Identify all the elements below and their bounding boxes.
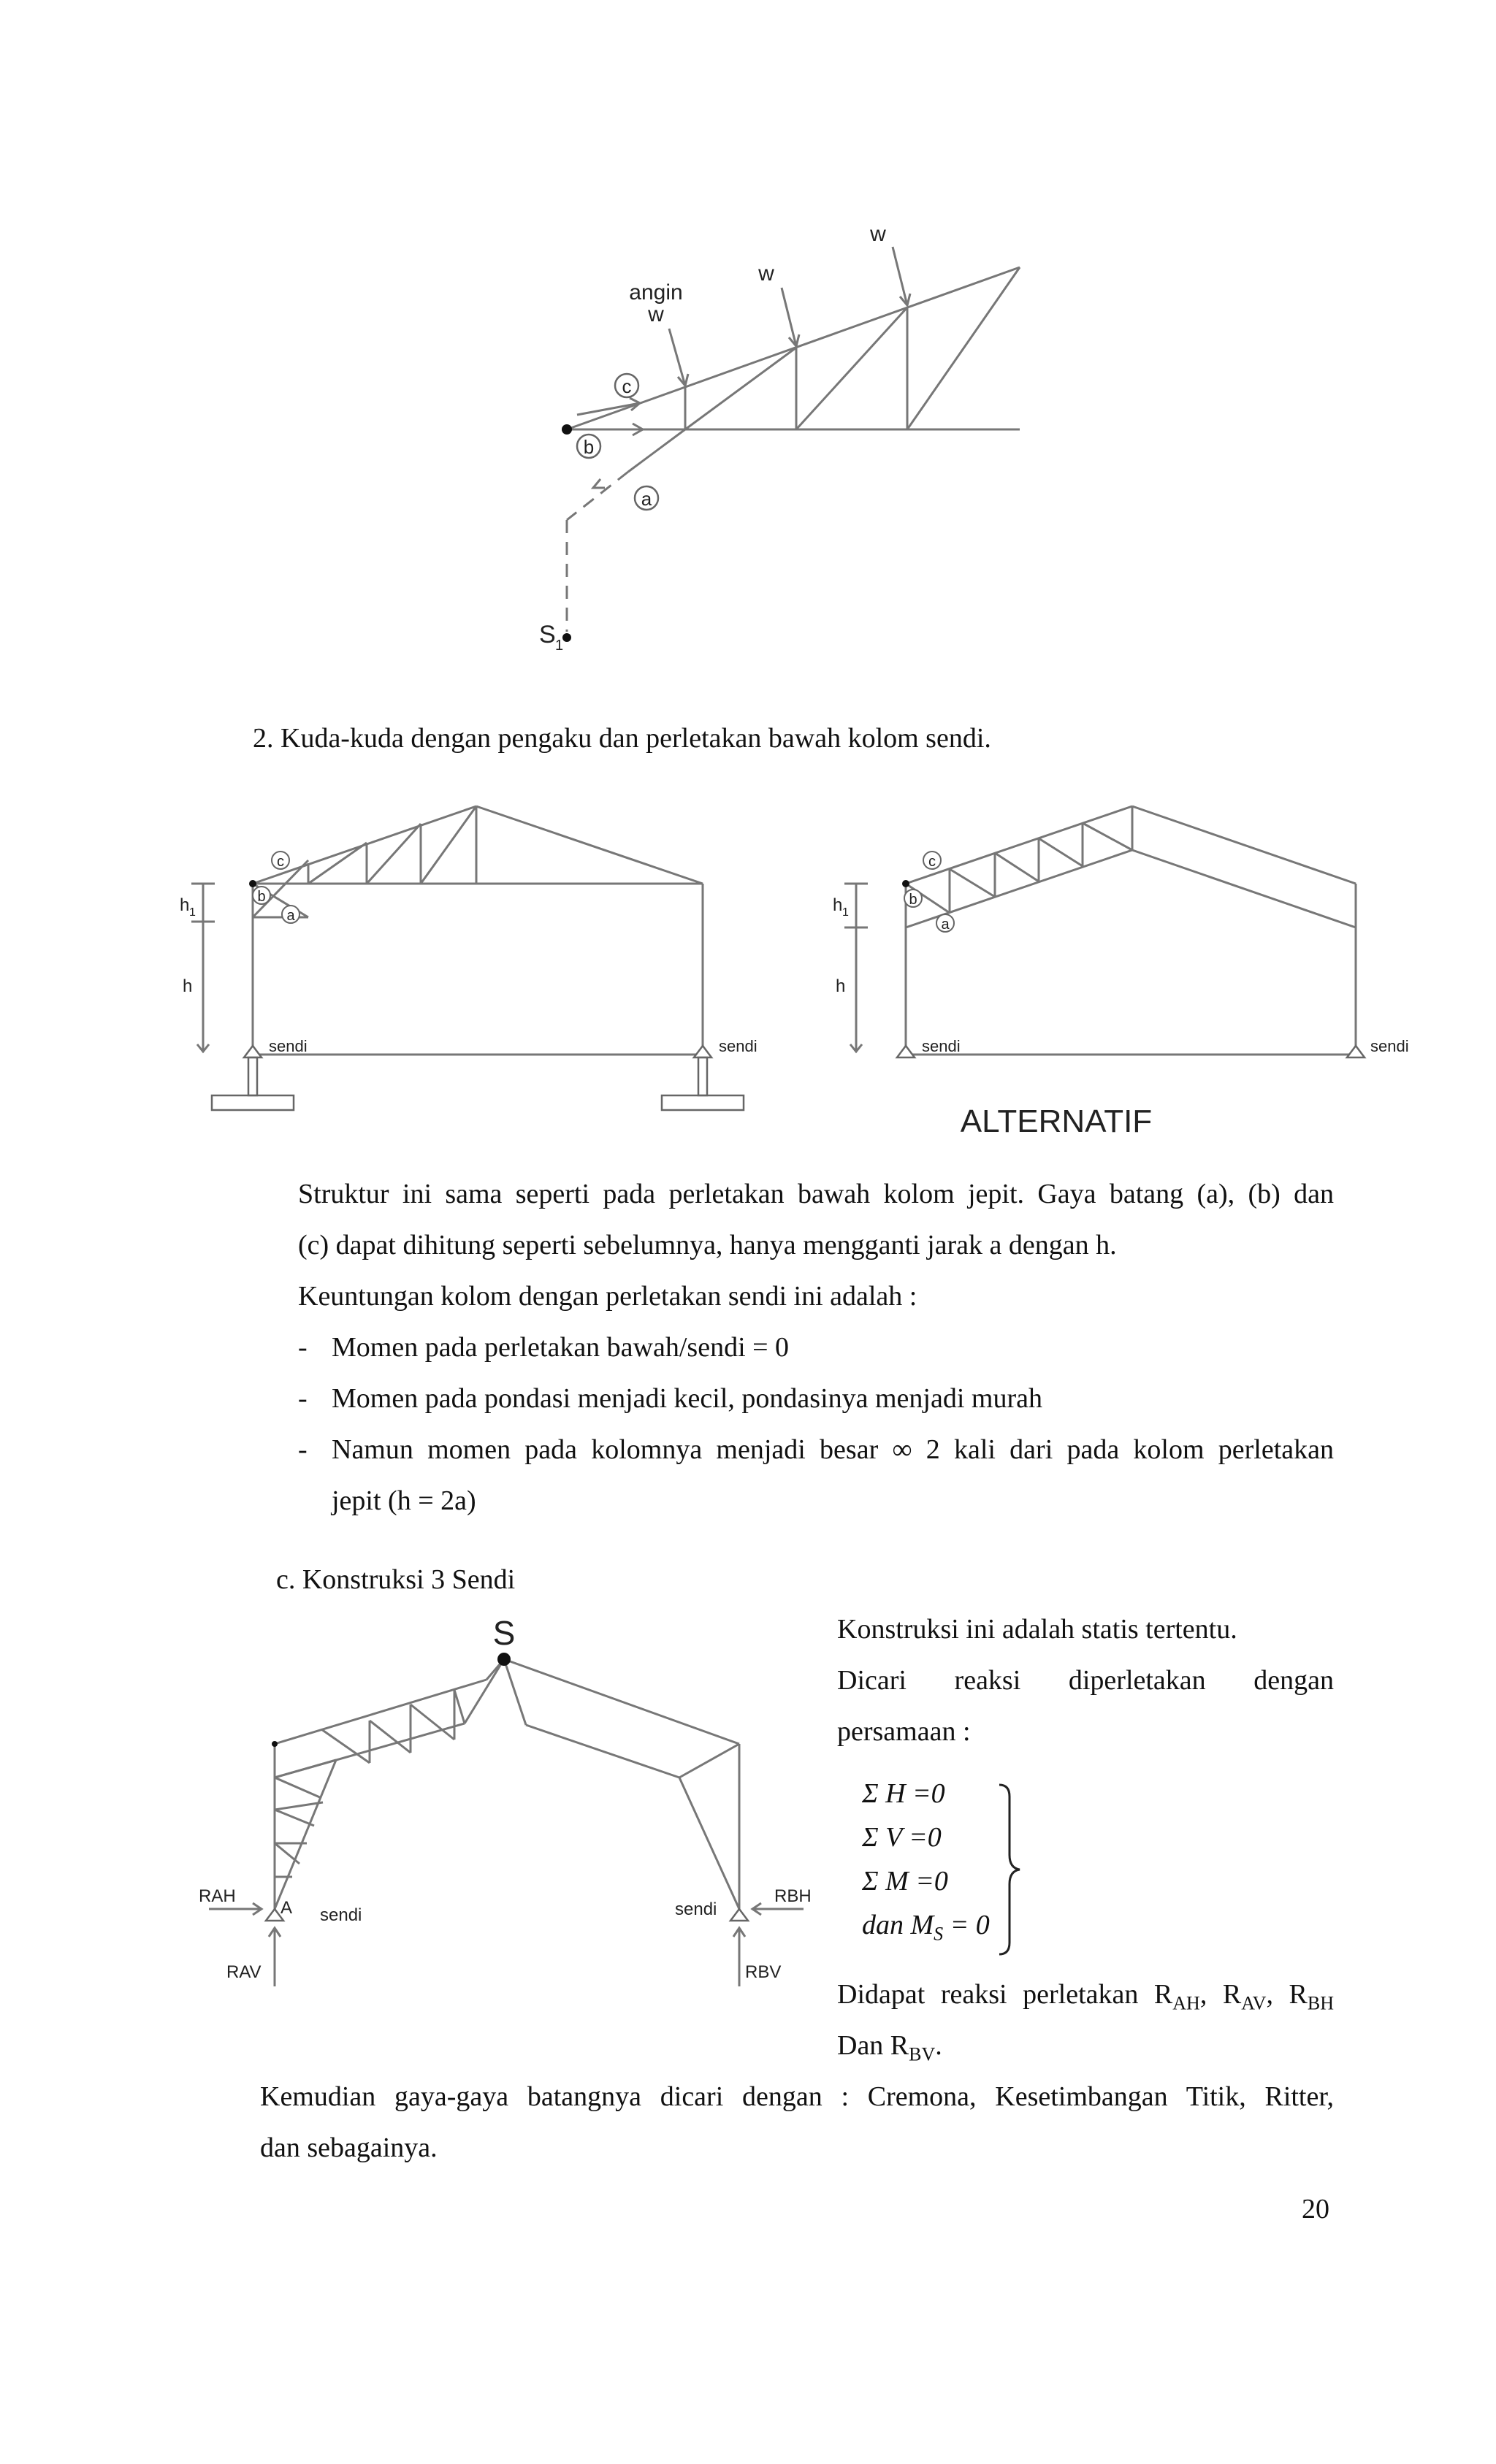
wind-w-label-1: w [648,302,664,326]
persamaan-line: persamaan : [837,1716,971,1747]
fig2-b-label: b [257,889,266,905]
h-label: h [183,976,193,996]
bullet-dash: - [298,1383,308,1414]
reaksi-text: Didapat reaksi perletakan R [837,1979,1173,2010]
equation-ms-sub: S [934,1923,944,1945]
alt-sendi-label-right: sendi [1370,1037,1409,1055]
bullet-continuation: jepit (h = 2a) [332,1485,476,1516]
sendi-label-a: sendi [320,1905,362,1925]
dan-period: . [935,2030,942,2061]
sendi-label-right: sendi [719,1037,757,1055]
section-c-right-text [837,1612,1334,1748]
sendi-label-left: sendi [269,1037,308,1055]
alt-a-label: a [941,917,950,933]
body-paragraph-2: Keuntungan kolom dengan perletakan sendi ini adalah : [298,1281,917,1312]
angin-label: angin [629,280,683,305]
equation-sum-v: Σ V =0 [862,1822,942,1853]
section-2-heading: 2. Kuda-kuda dengan pengaku dan perletakan bawah kolom sendi. [253,723,991,754]
section-c-heading: c. Konstruksi 3 Sendi [276,1564,516,1595]
s-hinge-label: S [492,1614,516,1652]
statis-line: Konstruksi ini adalah statis tertentu. [837,1614,1237,1645]
r-av-sub: AV [1241,1992,1267,2014]
rbh-label: RBH [774,1886,812,1906]
r-bv-sub: BV [909,2043,936,2065]
r-bh-sub: BH [1307,1992,1334,2014]
h1-subscript: 1 [189,906,196,919]
equation-ms [862,1909,990,1945]
bullet-text: Momen pada perletakan bawah/sendi = 0 [332,1332,790,1363]
alternatif-caption: ALTERNATIF [960,1103,1153,1139]
alt-c-label: c [928,854,936,870]
r-ah-sub: AH [1172,1992,1200,2014]
alt-b-label: b [909,892,917,908]
fig2-a-label: a [286,908,295,924]
page-number: 20 [1302,2194,1329,2224]
alt-h1-subscript: 1 [842,906,849,919]
dan-rbv-line [837,2029,942,2072]
h1-label: h [180,895,190,915]
s1-label: S [539,621,556,648]
figure-truss-wind [0,0,1496,686]
fig2-c-label: c [277,854,284,870]
list-item [298,1382,1334,1415]
member-b-label: b [583,436,595,458]
bullet-dash: - [298,1332,308,1363]
rah-label: RAH [199,1886,236,1906]
alt-h-label: h [836,976,846,996]
final-paragraph [260,2080,1334,2165]
body-paragraph-1-line-2: (c) dapat dihitung seperti sebelumnya, hanya mengganti jarak a dengan h. [298,1230,1117,1260]
equation-brace [993,1782,1037,1957]
dan-text: Dan R [837,2030,909,2061]
wind-w-label-3: w [870,222,886,246]
dicari-line: Dicari reaksi diperletakan dengan [837,1665,1334,1696]
member-c-label: c [622,375,632,397]
rbv-label: RBV [745,1962,782,1982]
body-paragraph-1 [298,1177,1334,1262]
equation-sum-h: Σ H =0 [862,1778,945,1809]
s1-subscript: 1 [555,638,564,654]
wind-w-label-2: w [758,261,774,286]
member-a-label: a [641,488,652,510]
alt-h1-label: h [833,895,843,915]
reaksi-line [837,1978,1334,2021]
final-line-2: dan sebagainya. [260,2132,438,2163]
equation-ms-text: dan M [862,1910,934,1940]
figure-three-hinge-frame [0,1607,833,2016]
bullet-dash: - [298,1434,308,1465]
list-item [298,1331,1334,1364]
sendi-label-b: sendi [675,1899,717,1919]
bullet-text: Momen pada pondasi menjadi kecil, pondasinya menjadi murah [332,1383,1042,1414]
reaksi-sep-2: , R [1266,1979,1308,2010]
body-paragraph-1-line-1: Struktur ini sama seperti pada perletakan bawah kolom jepit. Gaya batang (a), (b) dan [298,1179,1334,1209]
reaksi-sep-1: , R [1199,1979,1242,2010]
a-support-label: A [280,1898,293,1918]
rav-label: RAV [226,1962,262,1982]
list-item [298,1433,1334,1466]
equation-sum-m: Σ M =0 [862,1866,948,1897]
final-line-1: Kemudian gaya-gaya batangnya dicari dengan : Cremona, Kesetimbangan Titik, Ritter, [260,2081,1334,2112]
bullet-text: Namun momen pada kolomnya menjadi besar ∞ 2 kali dari pada kolom perletakan [332,1434,1334,1465]
figure-truss-sendi [0,774,1496,1154]
equation-ms-value: = 0 [943,1910,990,1940]
bullet-list [298,1331,1334,1518]
alt-sendi-label-left: sendi [922,1037,961,1055]
